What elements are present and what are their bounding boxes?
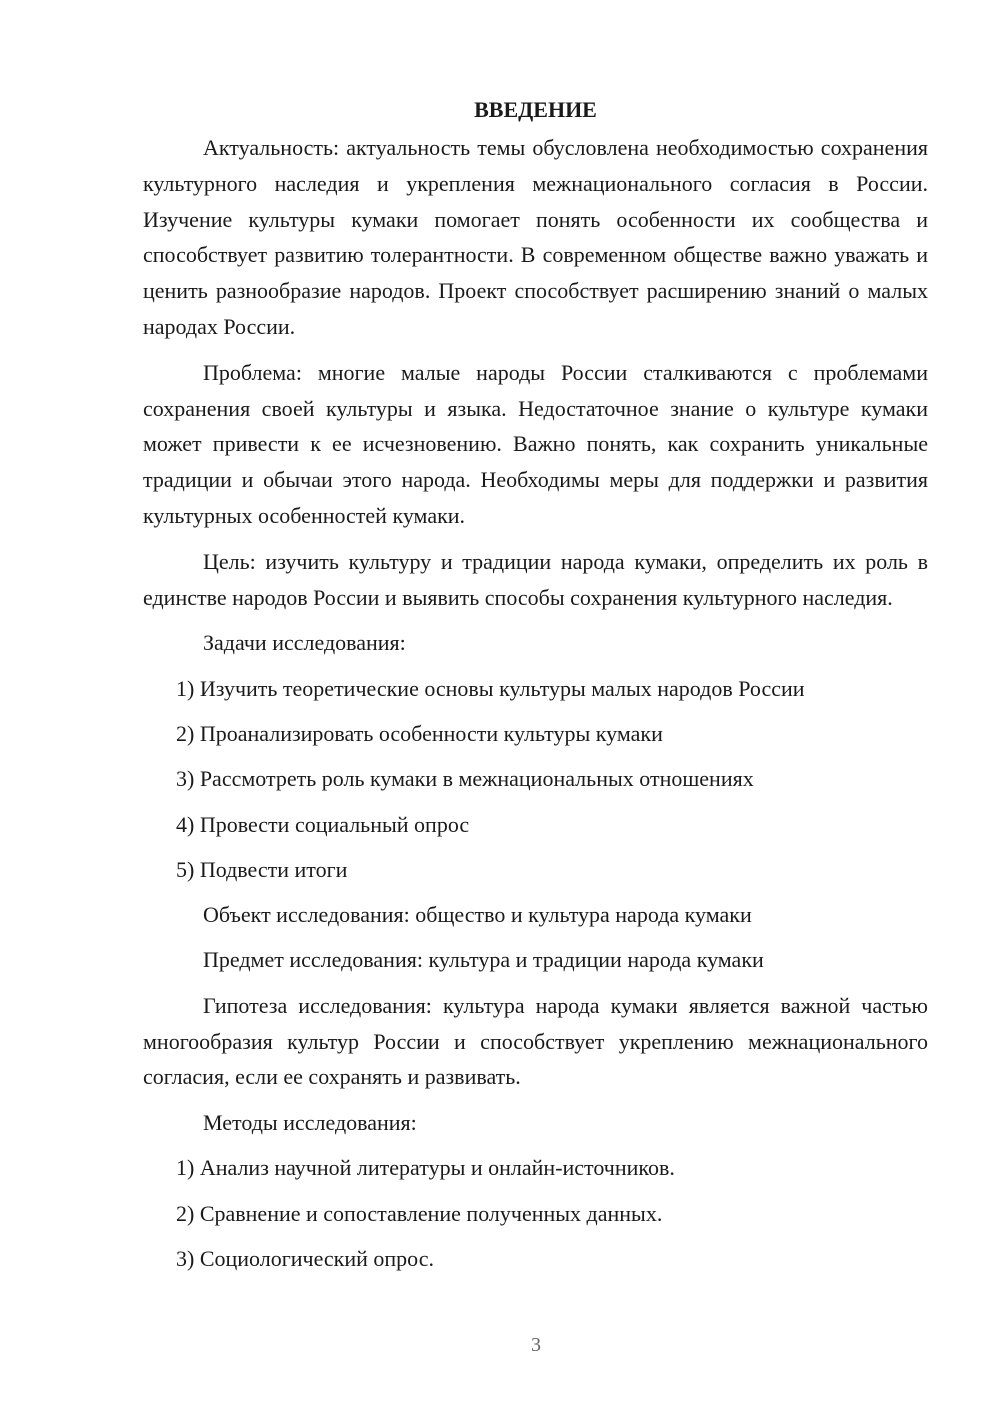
research-subject: Предмет исследования: культура и традиции народа кумаки (203, 947, 764, 973)
list-item: 4) Провести социальный опрос (176, 811, 470, 837)
tasks-heading: Задачи исследования: (203, 630, 406, 656)
relevance-paragraph: Актуальность: актуальность темы обусловлена необходимостью сохранения культурного наследия и укрепления межнационального согласия в России. Изучение культуры кумаки помогает понять особенности их сообщества и способствует развитию толерантности. В современном обществе важно уважать и ценить разнообразие народов. Проект способствует расширению знаний о малых народах России. (143, 135, 928, 339)
list-item: 2) Проанализировать особенности культуры кумаки (176, 720, 663, 746)
list-item: 3) Рассмотреть роль кумаки в межнациональных отношениях (176, 766, 754, 792)
document-title: ВВЕДЕНИЕ (474, 97, 597, 122)
research-object: Объект исследования: общество и культура народа кумаки (203, 902, 752, 928)
list-item: 1) Анализ научной литературы и онлайн-источников. (176, 1155, 675, 1181)
hypothesis-paragraph: Гипотеза исследования: культура народа кумаки является важной частью многообразия культур России и способствует укреплению межнационального согласия, если ее сохранять и развивать. (143, 992, 928, 1090)
tasks-list (143, 671, 928, 888)
document-page (143, 92, 928, 1286)
list-item: 2) Сравнение и сопоставление полученных данных. (176, 1200, 663, 1226)
list-item: 5) Подвести итоги (176, 856, 348, 882)
problem-paragraph: Проблема: многие малые народы России сталкиваются с проблемами сохранения своей культуры и языка. Недостаточное знание о культуре кумаки может привести к ее исчезновению. Важно понять, как сохранить уникальные традиции и обычаи этого народа. Необходимы меры для поддержки и развития культурных особенностей кумаки. (143, 359, 928, 528)
list-item: 1) Изучить теоретические основы культуры малых народов России (176, 675, 805, 701)
page-number: 3 (531, 1334, 541, 1356)
methods-heading: Методы исследования: (203, 1110, 417, 1136)
goal-paragraph: Цель: изучить культуру и традиции народа кумаки, определить их роль в единстве народов России и выявить способы сохранения культурного наследия. (143, 548, 928, 610)
methods-list (143, 1150, 928, 1276)
list-item: 3) Социологический опрос. (176, 1246, 434, 1272)
